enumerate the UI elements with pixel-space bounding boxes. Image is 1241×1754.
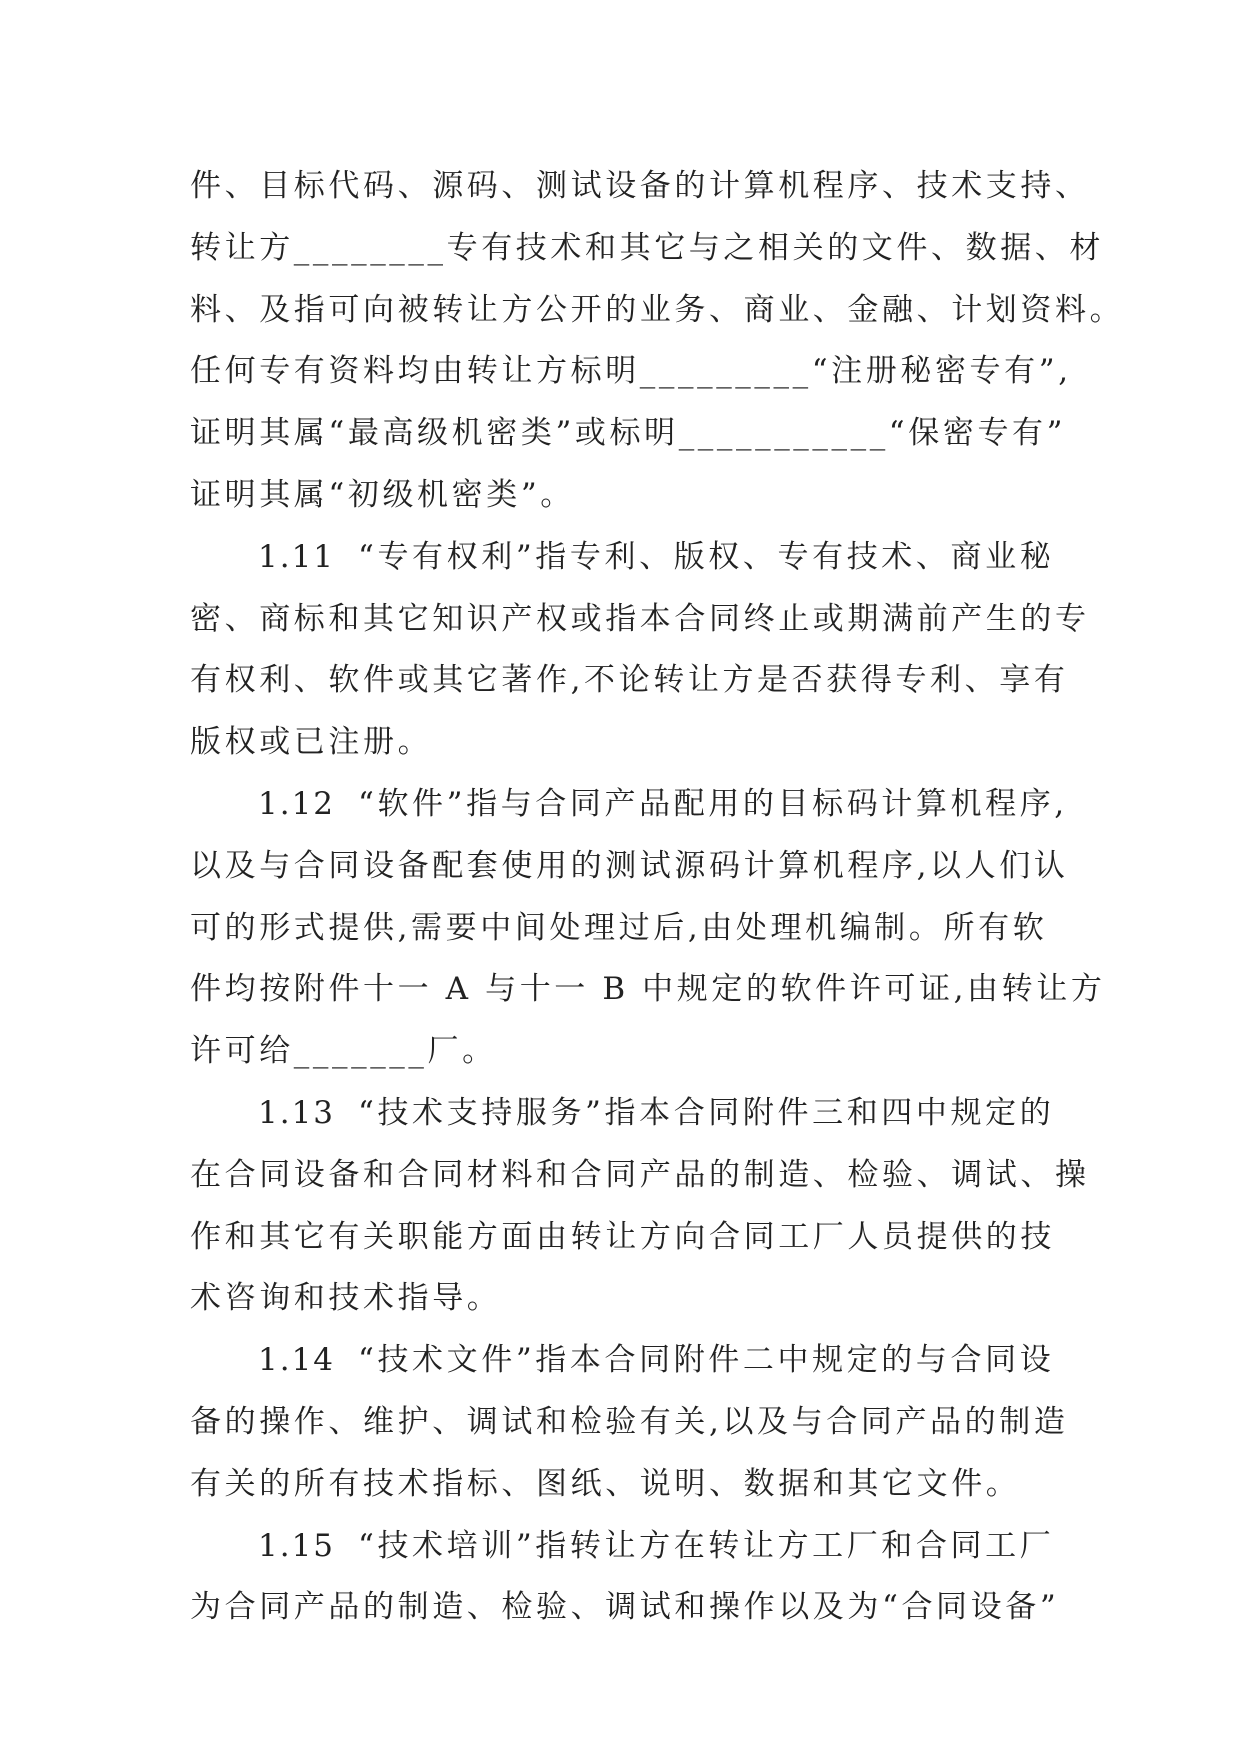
clause-line: 可的形式提供,需要中间处理过后,由处理机编制。所有软 [190,909,1048,946]
clause-first-line [190,1330,1070,1392]
clause-line: 在合同设备和合同材料和合同产品的制造、检验、调试、操 [190,1156,1090,1193]
paragraph-line: 证明其属“初级机密类”。 [190,476,575,513]
clause-number: 1.13 [258,1094,336,1131]
paragraph-line: 转让方________专有技术和其它与之相关的文件、数据、材 [190,229,1104,266]
clause-line: 有权利、软件或其它著作,不论转让方是否获得专利、享有 [190,662,1069,699]
clause-first-line [190,1083,1070,1145]
clause-text: “软件”指与合同产品配用的目标码计算机程序, [358,785,1068,822]
clause-text: “专有权利”指专利、版权、专有技术、商业秘 [358,538,1055,575]
clause-line: 术咨询和技术指导。 [190,1280,502,1317]
paragraph-line: 证明其属“最高级机密类”或标明___________“保密专有” [190,415,1067,452]
paragraph-line: 任何专有资料均由转让方标明_________“注册秘密专有”, [190,353,1072,390]
clause-first-line [190,774,1070,836]
clause-number: 1.11 [258,538,336,575]
paragraph-line: 件、目标代码、源码、测试设备的计算机程序、技术支持、 [190,168,1090,204]
clause-line: 备的操作、维护、调试和检验有关,以及与合同产品的制造 [190,1403,1069,1440]
clause-number: 1.15 [258,1527,336,1564]
clause-text: “技术文件”指本合同附件二中规定的与合同设 [358,1342,1055,1379]
document-body [190,156,1125,1639]
clause-first-line [190,1516,1070,1578]
clause-text: “技术支持服务”指本合同附件三和四中规定的 [358,1094,1055,1131]
clause-line: 有关的所有技术指标、图纸、说明、数据和其它文件。 [190,1465,1021,1502]
clause-line: 以及与合同设备配套使用的测试源码计算机程序,以人们认 [190,847,1069,884]
clause-line: 件均按附件十一 A 与十一 B 中规定的软件许可证,由转让方 [190,971,1106,1008]
clause-line: 版权或已注册。 [190,724,433,761]
clause-number: 1.14 [258,1342,336,1379]
clause-first-line [190,527,1070,589]
paragraph-line: 料、及指可向被转让方公开的业务、商业、金融、计划资料。 [190,291,1125,328]
clause-line: 密、商标和其它知识产权或指本合同终止或期满前产生的专 [190,600,1090,637]
clause-text: “技术培训”指转让方在转让方工厂和合同工厂 [358,1527,1055,1564]
clause-line: 作和其它有关职能方面由转让方向合同工厂人员提供的技 [190,1218,1055,1255]
clause-number: 1.12 [258,785,336,822]
clause-line: 为合同产品的制造、检验、调试和操作以及为“合同设备” [190,1589,1060,1626]
clause-line: 许可给_______厂。 [190,1033,497,1070]
